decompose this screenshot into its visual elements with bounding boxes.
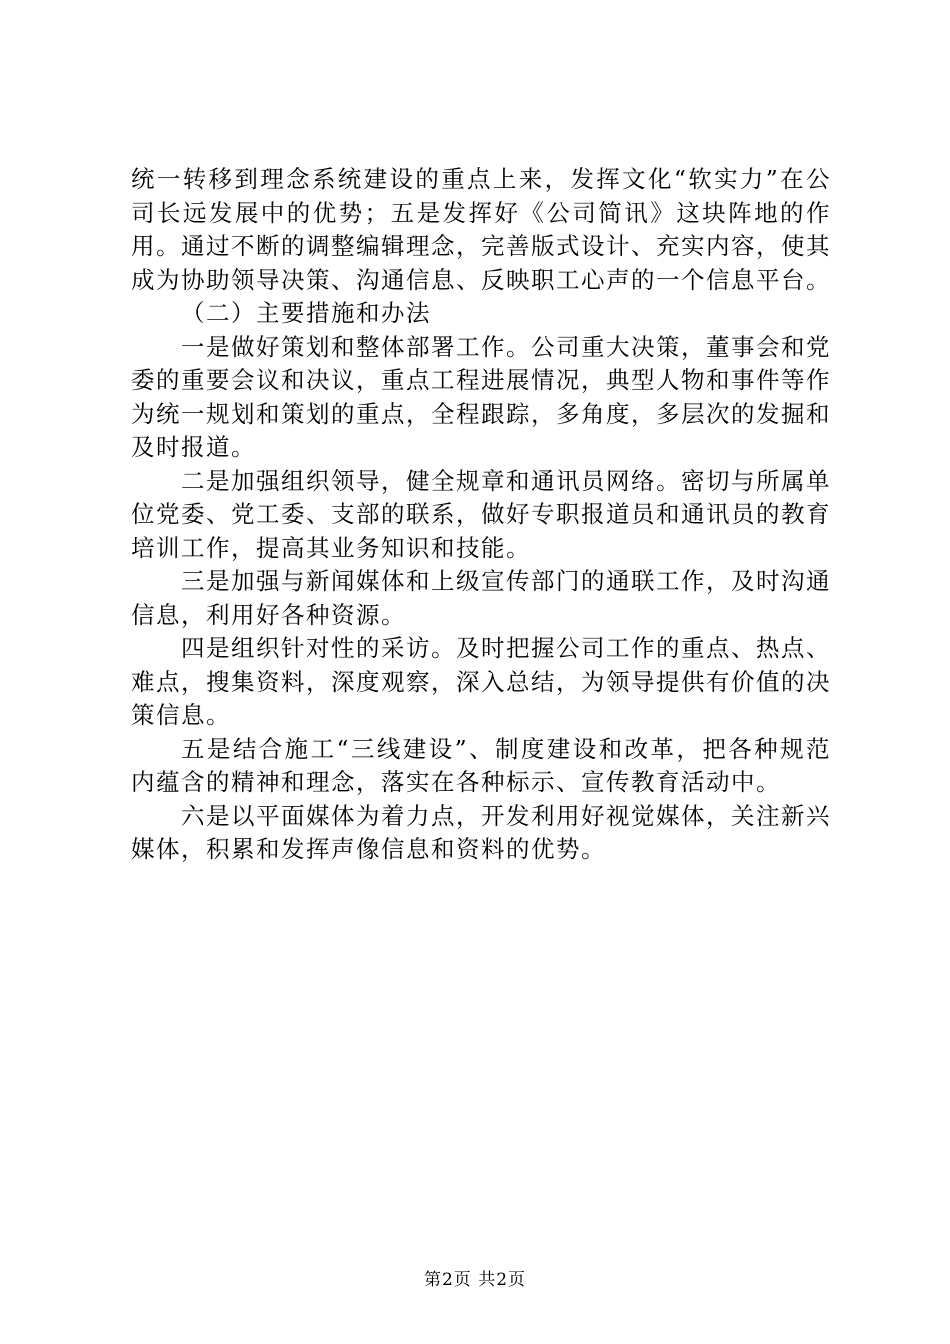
paragraph-measure-1: 一是做好策划和整体部署工作。公司重大决策，董事会和党委的重要会议和决议，重点工程进展情况，典型人物和事件等作为统一规划和策划的重点，全程跟踪，多角度，多层次的发掘和及时报道。 [131,332,831,461]
document-body [131,163,831,867]
page-number: 第2页 共2页 [423,1270,527,1290]
paragraph-measure-4: 四是组织针对性的采访。及时把握公司工作的重点、热点、难点，搜集资料，深度观察，深入总结，为领导提供有价值的决策信息。 [131,634,831,729]
paragraph-measure-5: 五是结合施工“三线建设”、制度建设和改革，把各种规范内蕴含的精神和理念，落实在各种标示、宣传教育活动中。 [131,734,831,796]
paragraph-continuation: 统一转移到理念系统建设的重点上来，发挥文化“软实力”在公司长远发展中的优势；五是发挥好《公司简讯》这块阵地的作用。通过不断的调整编辑理念，完善版式设计、充实内容，使其成为协助领导决策、沟通信息、反映职工心声的一个信息平台。 [131,165,831,294]
paragraph-measure-2: 二是加强组织领导，健全规章和通讯员网络。密切与所属单位党委、党工委、支部的联系，做好专职报道员和通讯员的教育培训工作，提高其业务知识和技能。 [131,466,831,562]
page-footer [0,1270,950,1290]
paragraph-measure-3: 三是加强与新闻媒体和上级宣传部门的通联工作，及时沟通信息，利用好各种资源。 [131,567,831,629]
section-heading-measures: （二）主要措施和办法 [181,299,431,327]
paragraph-measure-6: 六是以平面媒体为着力点，开发利用好视觉媒体，关注新兴媒体，积累和发挥声像信息和资料的优势。 [131,801,831,863]
